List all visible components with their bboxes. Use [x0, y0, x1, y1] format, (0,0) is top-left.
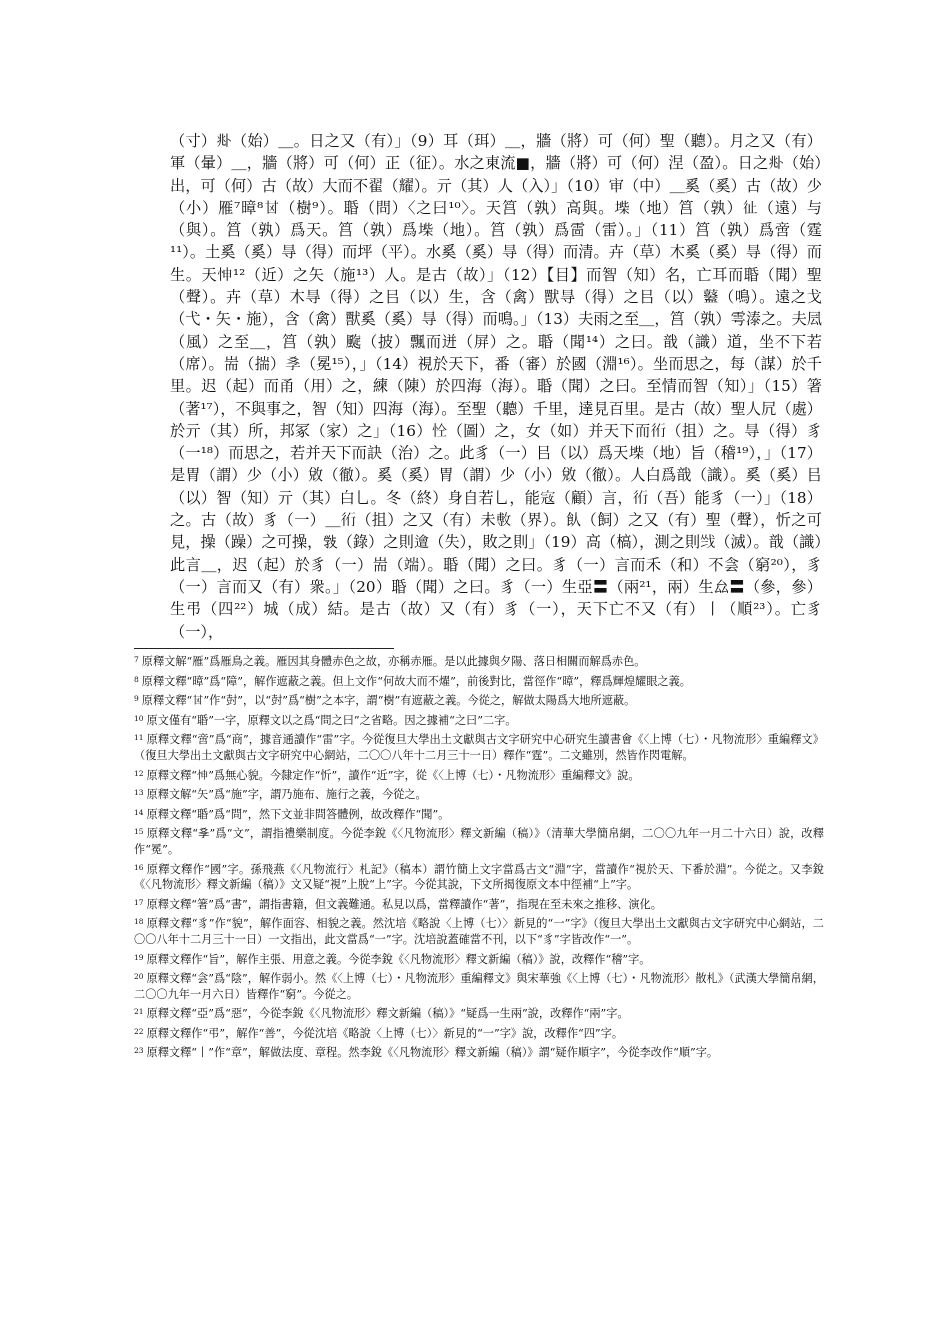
main-paragraph: （寸）𠧞（始）＿。日之又（有）」（9）耳（珥）＿，牆（將）可（何）聖（聽）。月之又（有）軍（暈）＿，牆（將）可（何）正（征）。水之東流■，牆（將）可（何）涅（盈）。日之𠧞（始）出，可（何）古（故）大而不翟（耀）。亓（其）人（入）」（10）审（中）＿奚（奚）古（故）少（小）雁⁷暲⁸𠀠（樹⁹）。䎽（問）〈之曰¹⁰〉。天筥（孰）高與。𡍥（地）筥（孰）𢓊（遠）与（與）。筥（孰）爲天。筥（孰）爲𡍥（地）。筥（孰）爲䨓（雷）。」（11）筥（孰）爲啻（霆¹¹）。土奚（奚）㝵（得）而坪（平）。水奚（奚）㝵（得）而清。卉（草）木奚（奚）㝵（得）而生。天𢘊¹²（近）之矢（施¹³）人。是古（故）」（12）【目】而智（知）名，亡耳而䎽（聞）聖（聲）。卉（草）木㝵（得）之㠯（以）生，含（禽）獸㝵（得）之㠯（以）𪔮（鳴）。遠之戈（弋・矢・施），含（禽）獸奚（奚）㝵（得）而鳴。」（13）夫雨之至＿，筥（孰）雩溙之。夫凨（風）之至＿，筥（孰）颴（披）飄而迸（屏）之。䎽（聞¹⁴）之曰。戠（識）道，坐不下若（席）。耑（揣）𡥈（冕¹⁵），」（14）視於天下，番（審）於國（淵¹⁶）。坐而思之，每（謀）於千里。迟（起）而甬（用）之，練（陳）於四海（海）。䎽（聞）之曰。至情而智（知）」（15）箸（著¹⁷），不與事之，智（知）四海（海）。至聖（聽）千里，達見百里。是古（故）聖人凥（處）於亓（其）所，邦冢（家）之」（16）𢘐（圖）之，女（如）并天下而𧗞（抯）之。㝵（得）豸（一¹⁸）而思之，若并天下而訣（治）之。此豸（一）㠯（以）爲天𡍥（地）旨（稽¹⁹），」（17）是胃（謂）少（小）敓（徹）。奚（奚）胃（謂）少（小）敓（徹）。人白爲戠（識）。奚（奚）㠯（以）智（知）亓（其）白乚。冬（終）身自若乚，能𡨥（顧）言，𧗞（吾）能豸（一）」（18）之。古（故）豸（一）＿𧗞（抯）之又（有）未𢾭（界）。飤（飼）之又（有）聖（聲），忻之可見，操（躁）之可操，𢽾（錄）之則𨗥（失），敗之則」（19）高（槁），測之則𢦺（滅）。戠（識）此言＿，迟（起）於豸（一）耑（端）。䎽（聞）之曰。豸（一）言而禾（和）不侌（窮²⁰），豸（一）言而又（有）衆。」（20）䎽（聞）之曰。豸（一）生亞〓（兩²¹，兩）生厽〓（參，參）生弔（四²²）城（成）結。是古（故）又（有）豸（一），天下亡不又（有）丨（順²³）。亡豸（一）， — [170, 132, 822, 641]
footnote — [134, 805, 824, 823]
footnote-number: 21 — [134, 1007, 144, 1017]
footnote — [134, 914, 824, 947]
footnote — [134, 969, 824, 1002]
footnote-text: 原釋文釋作“旨”，解作主張、用意之義。今從李銳《〈凡物流形〉釋文新編（稿）》說，改釋作“稽”字。 — [146, 952, 651, 966]
footnote-number: 13 — [134, 788, 144, 798]
footnote-number: 7 — [134, 655, 139, 664]
footnote — [134, 691, 824, 709]
footnote-text: 原釋文釋作“國”字。孫飛燕《〈凡物流行〉札記》（稿本）謂竹簡上文字當爲古文“淵”字，當讀作“視於天、下番於淵”。今從之。又李銳《〈凡物流形〉釋文新編（稿）》文又疑“視”上脫“上”字。今從其說，下文所揭復原文本中徑補“上”字。 — [134, 862, 824, 892]
footnote-number: 23 — [134, 1046, 144, 1056]
footnote — [134, 766, 824, 784]
footnote — [134, 1043, 824, 1061]
footnote — [134, 1024, 824, 1042]
footnote-text: 原釋文釋“豸”作“貌”，解作面容、相貌之義。然沈培《略說〈上博（七）〉新見的“一”字》（復旦大學出土文獻與古文字研究中心網站，二〇〇八年十二月三十一日）一文指出，此文當爲“一”字。沈培說蓋確當不刊，以下“豸”字皆改作“一”。 — [134, 917, 824, 946]
footnote — [134, 824, 824, 857]
footnote-number: 16 — [134, 862, 144, 872]
footnote-text: 原釋文釋“啻”爲“商”，據音通讀作“雷”字。今從復旦大學出土文獻與古文字研究中心研究生讀書會《〈上博（七）・凡物流形〉重編釋文》（復旦大學出土文獻與古文字研究中心網站，二〇〇八年十二月三十一日）釋作“霆”。二文雖別，然皆作閃電解。 — [134, 733, 824, 762]
footnote — [134, 672, 824, 690]
footnote-text: 原釋文解“矢”爲“施”字，謂乃施布、施行之義，今從之。 — [146, 788, 427, 802]
footnote-text: 原釋文釋“𡥈”爲“文”，謂指禮樂制度。今從李銳《〈凡物流形〉釋文新編（稿）》（清華大學簡帛網，二〇〇九年一月二十六日）說，改釋作“冕”。 — [134, 827, 824, 856]
footnote-number: 18 — [134, 917, 144, 927]
footnote-number: 9 — [134, 694, 139, 704]
footnote — [134, 1004, 824, 1022]
footnote-text: 原釋文釋“亞”爲“惡”，今從李銳《〈凡物流形〉釋文新編（稿）》“疑爲一生兩”說，改釋作“兩”字。 — [146, 1007, 629, 1021]
footnote-number: 14 — [134, 807, 144, 817]
footnote-number: 20 — [134, 972, 144, 982]
footnote — [134, 711, 824, 729]
main-text-block — [170, 130, 822, 643]
footnote-number: 22 — [134, 1026, 144, 1036]
footnote-number: 8 — [134, 674, 139, 684]
footnote-text: 原釋文解“雁”爲雁鳥之義。雁因其身體赤色之故，亦稱赤雁。是以此據與夕陽、落日相關而解爲赤色。 — [141, 655, 646, 668]
footnote — [134, 860, 824, 893]
footnote-text: 原釋文釋“䎽”爲“問”，然下文並非問答體例，故改釋作“聞”。 — [146, 807, 450, 821]
footnote-text: 原釋文釋“丨”作“章”，解做法度、章程。然李銳《〈凡物流形〉釋文新編（稿）》謂“疑作順字”，今從李改作“順”字。 — [146, 1046, 719, 1060]
footnote-text: 原釋文釋“𠀠”作“尌”，以“尌”爲“樹”之本字，謂“樹”有遮蔽之義。今從之，解做太陽爲大地所遮蔽。 — [141, 694, 636, 708]
footnote-number: 19 — [134, 952, 144, 962]
footnote-number: 17 — [134, 897, 144, 907]
footnote — [134, 652, 824, 670]
footnote — [134, 950, 824, 968]
footnote-text: 原釋文釋作“弔”，解作“善”，今從沈培《略說〈上博（七）〉新見的“一”字》說，改釋作“四”字。 — [146, 1026, 624, 1040]
footnote-number: 15 — [134, 827, 144, 837]
footnote — [134, 895, 824, 913]
footnote-text: 原釋文釋“暲”爲“障”，解作遮蔽之義。但上文作“何故大而不燿”，前後對比，當徑作“暲”，釋爲輝煌耀眼之義。 — [141, 674, 691, 688]
footnote-number: 12 — [134, 768, 144, 778]
footnote — [134, 785, 824, 803]
footnote-number: 10 — [134, 713, 144, 723]
footnote-text: 原文僅有“䎽”一字，原釋文以之爲“問之曰”之省略。因之據補“之曰”二字。 — [146, 713, 517, 727]
footnotes — [134, 652, 824, 1063]
footnote-text: 原釋文釋“侌”爲“陰”，解作弱小。然《〈上博（七）・凡物流形〉重編釋文》與宋華強《〈上博（七）・凡物流形〉散札》（武漢大學簡帛網，二〇〇九年一月六日）皆釋作“窮”。今從之。 — [134, 972, 824, 1001]
footnote-text: 原釋文釋“箸”爲“書”，謂指書籍，但文義難通。私見以爲，當釋讀作“著”，指現在至未來之推移、演化。 — [146, 897, 662, 911]
footnote — [134, 730, 824, 763]
footnote-separator — [134, 648, 394, 649]
footnote-number: 11 — [134, 733, 144, 743]
footnote-text: 原釋文釋“𢘊”爲無心貌。今隸定作“忻”，讀作“近”字，從《〈上博（七）・凡物流形〉重編釋文》說。 — [146, 768, 640, 782]
